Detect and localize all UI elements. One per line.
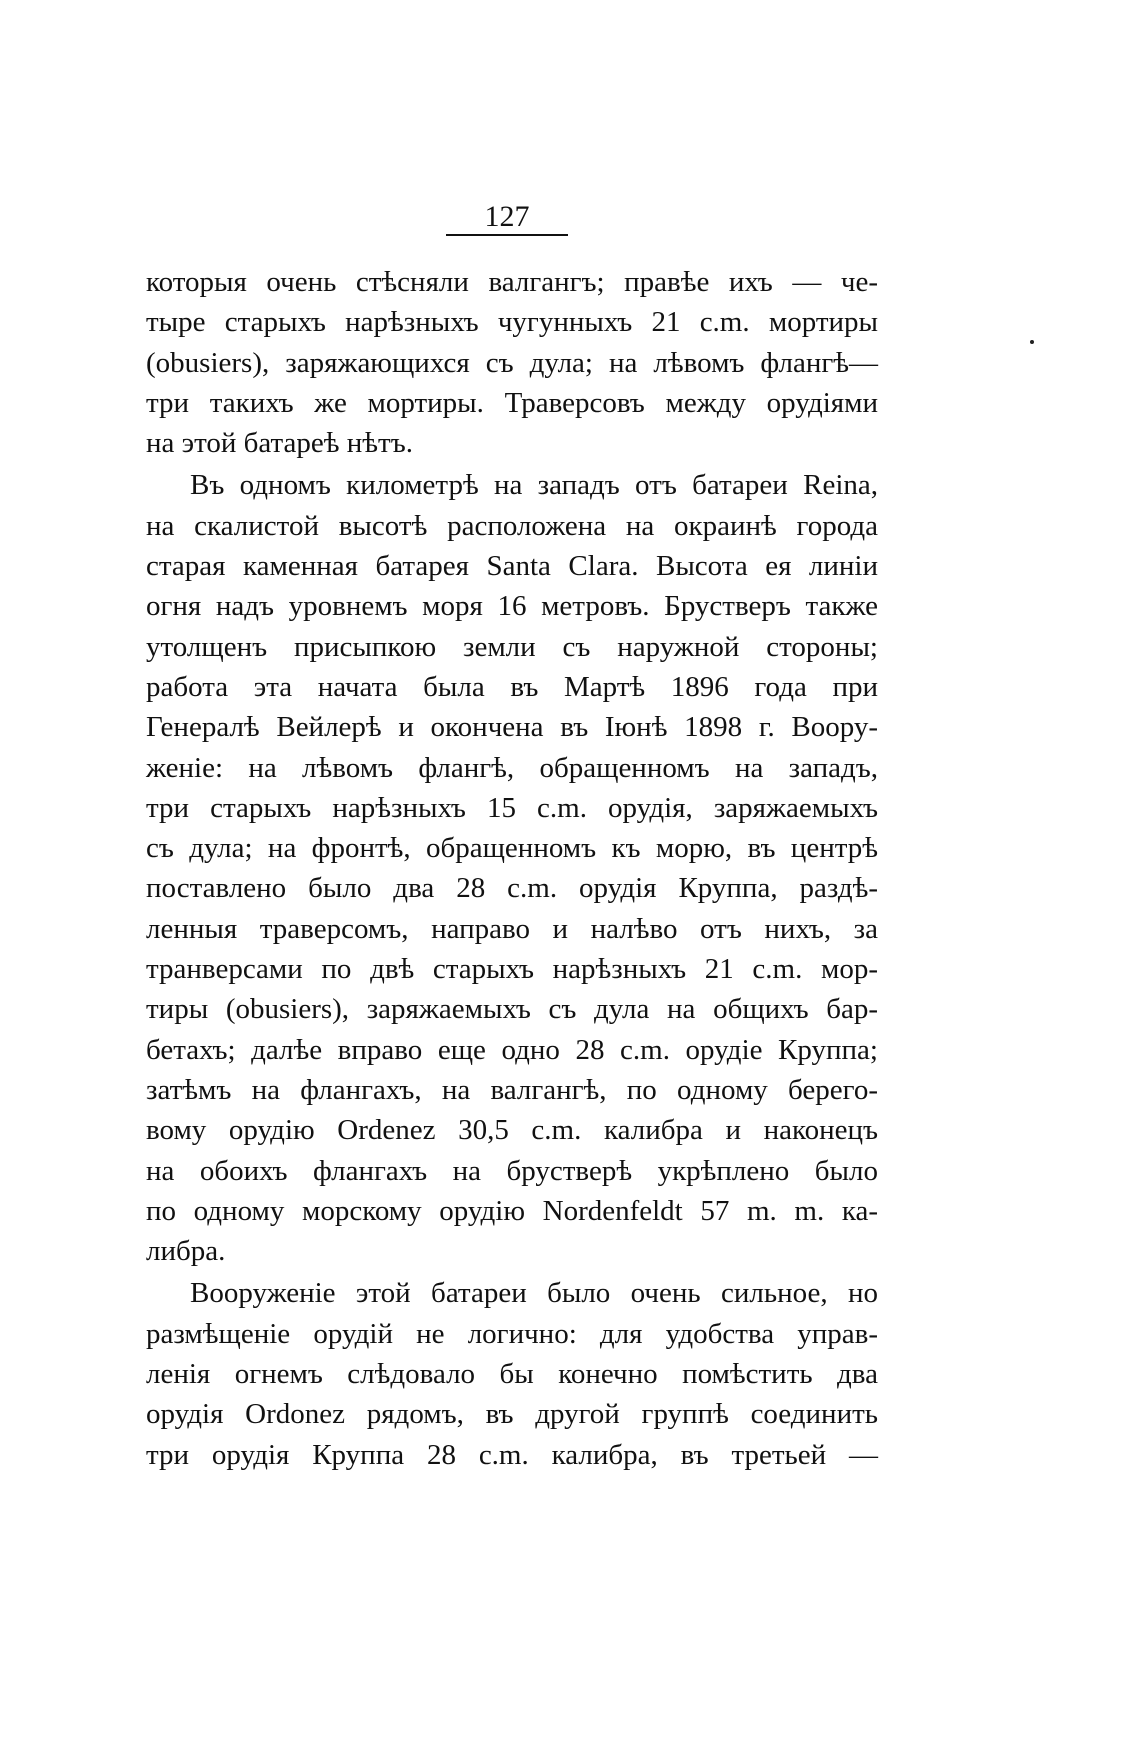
text-line: три старыхъ нарѣзныхъ 15 c.m. орудія, заряжаемыхъ xyxy=(146,791,878,824)
text-line: поставлено было два 28 c.m. орудія Круппа, раздѣ- xyxy=(146,872,878,905)
text-line: размѣщеніе орудій не логично: для удобства управ- xyxy=(146,1317,878,1350)
body-text xyxy=(146,262,878,1475)
text-line: на этой батареѣ нѣтъ. xyxy=(146,427,413,460)
text-line: (obusiers), заряжающихся съ дула; на лѣвомъ флангѣ— xyxy=(146,346,878,379)
text-line: съ дула; на фронтѣ, обращенномъ къ морю, въ центрѣ xyxy=(146,832,878,865)
page-number: 127 xyxy=(484,200,530,233)
page-number-rule xyxy=(446,234,568,236)
text-line: тиры (obusiers), заряжаемыхъ съ дула на общихъ бар- xyxy=(146,993,878,1026)
paragraph xyxy=(146,1273,878,1474)
paragraph xyxy=(146,465,878,1271)
text-line: старая каменная батарея Santa Clara. Высота ея линіи xyxy=(146,550,878,583)
text-line: три орудія Круппа 28 c.m. калибра, въ третьей — xyxy=(146,1438,878,1471)
text-line: на скалистой высотѣ расположена на окраинѣ города xyxy=(146,509,878,542)
text-line: Вооруженіе этой батареи было очень сильное, но xyxy=(190,1277,878,1310)
text-line: вому орудію Ordenez 30,5 c.m. калибра и наконецъ xyxy=(146,1114,878,1147)
text-line: орудія Ordonez рядомъ, въ другой группѣ соединить xyxy=(146,1398,878,1431)
text-line: затѣмъ на флангахъ, на валгангѣ, по одному берего- xyxy=(146,1073,878,1106)
text-line: Въ одномъ километрѣ на западъ отъ батареи Reina, xyxy=(190,469,878,502)
margin-speck xyxy=(1030,340,1034,344)
text-line: на обоихъ флангахъ на брустверѣ укрѣплено было xyxy=(146,1154,878,1187)
text-line: транверсами по двѣ старыхъ нарѣзныхъ 21 c.m. мор- xyxy=(146,953,878,986)
text-line: женіе: на лѣвомъ флангѣ, обращенномъ на западъ, xyxy=(146,751,878,784)
text-line: огня надъ уровнемъ моря 16 метровъ. Брустверъ также xyxy=(146,590,878,623)
text-line: ленныя траверсомъ, направо и налѣво отъ нихъ, за xyxy=(146,912,878,945)
text-line: три такихъ же мортиры. Траверсовъ между орудіями xyxy=(146,386,878,419)
text-line: которыя очень стѣсняли валгангъ; правѣе ихъ — че- xyxy=(146,266,878,298)
paragraph xyxy=(146,262,878,463)
text-line: либра. xyxy=(146,1235,226,1268)
text-line: Генералѣ Вейлерѣ и окончена въ Іюнѣ 1898 г. Воору- xyxy=(146,711,878,744)
text-line: по одному морскому орудію Nordenfeldt 57 m. m. ка- xyxy=(146,1194,878,1227)
text-line: ленія огнемъ слѣдовало бы конечно помѣстить два xyxy=(146,1358,878,1391)
text-line: тыре старыхъ нарѣзныхъ чугунныхъ 21 c.m. мортиры xyxy=(146,306,878,339)
text-line: утолщенъ присыпкою земли съ наружной стороны; xyxy=(146,630,878,663)
text-line: работа эта начата была въ Мартѣ 1896 года при xyxy=(146,670,878,703)
text-line: бетахъ; далѣе вправо еще одно 28 c.m. орудіе Круппа; xyxy=(146,1033,878,1066)
